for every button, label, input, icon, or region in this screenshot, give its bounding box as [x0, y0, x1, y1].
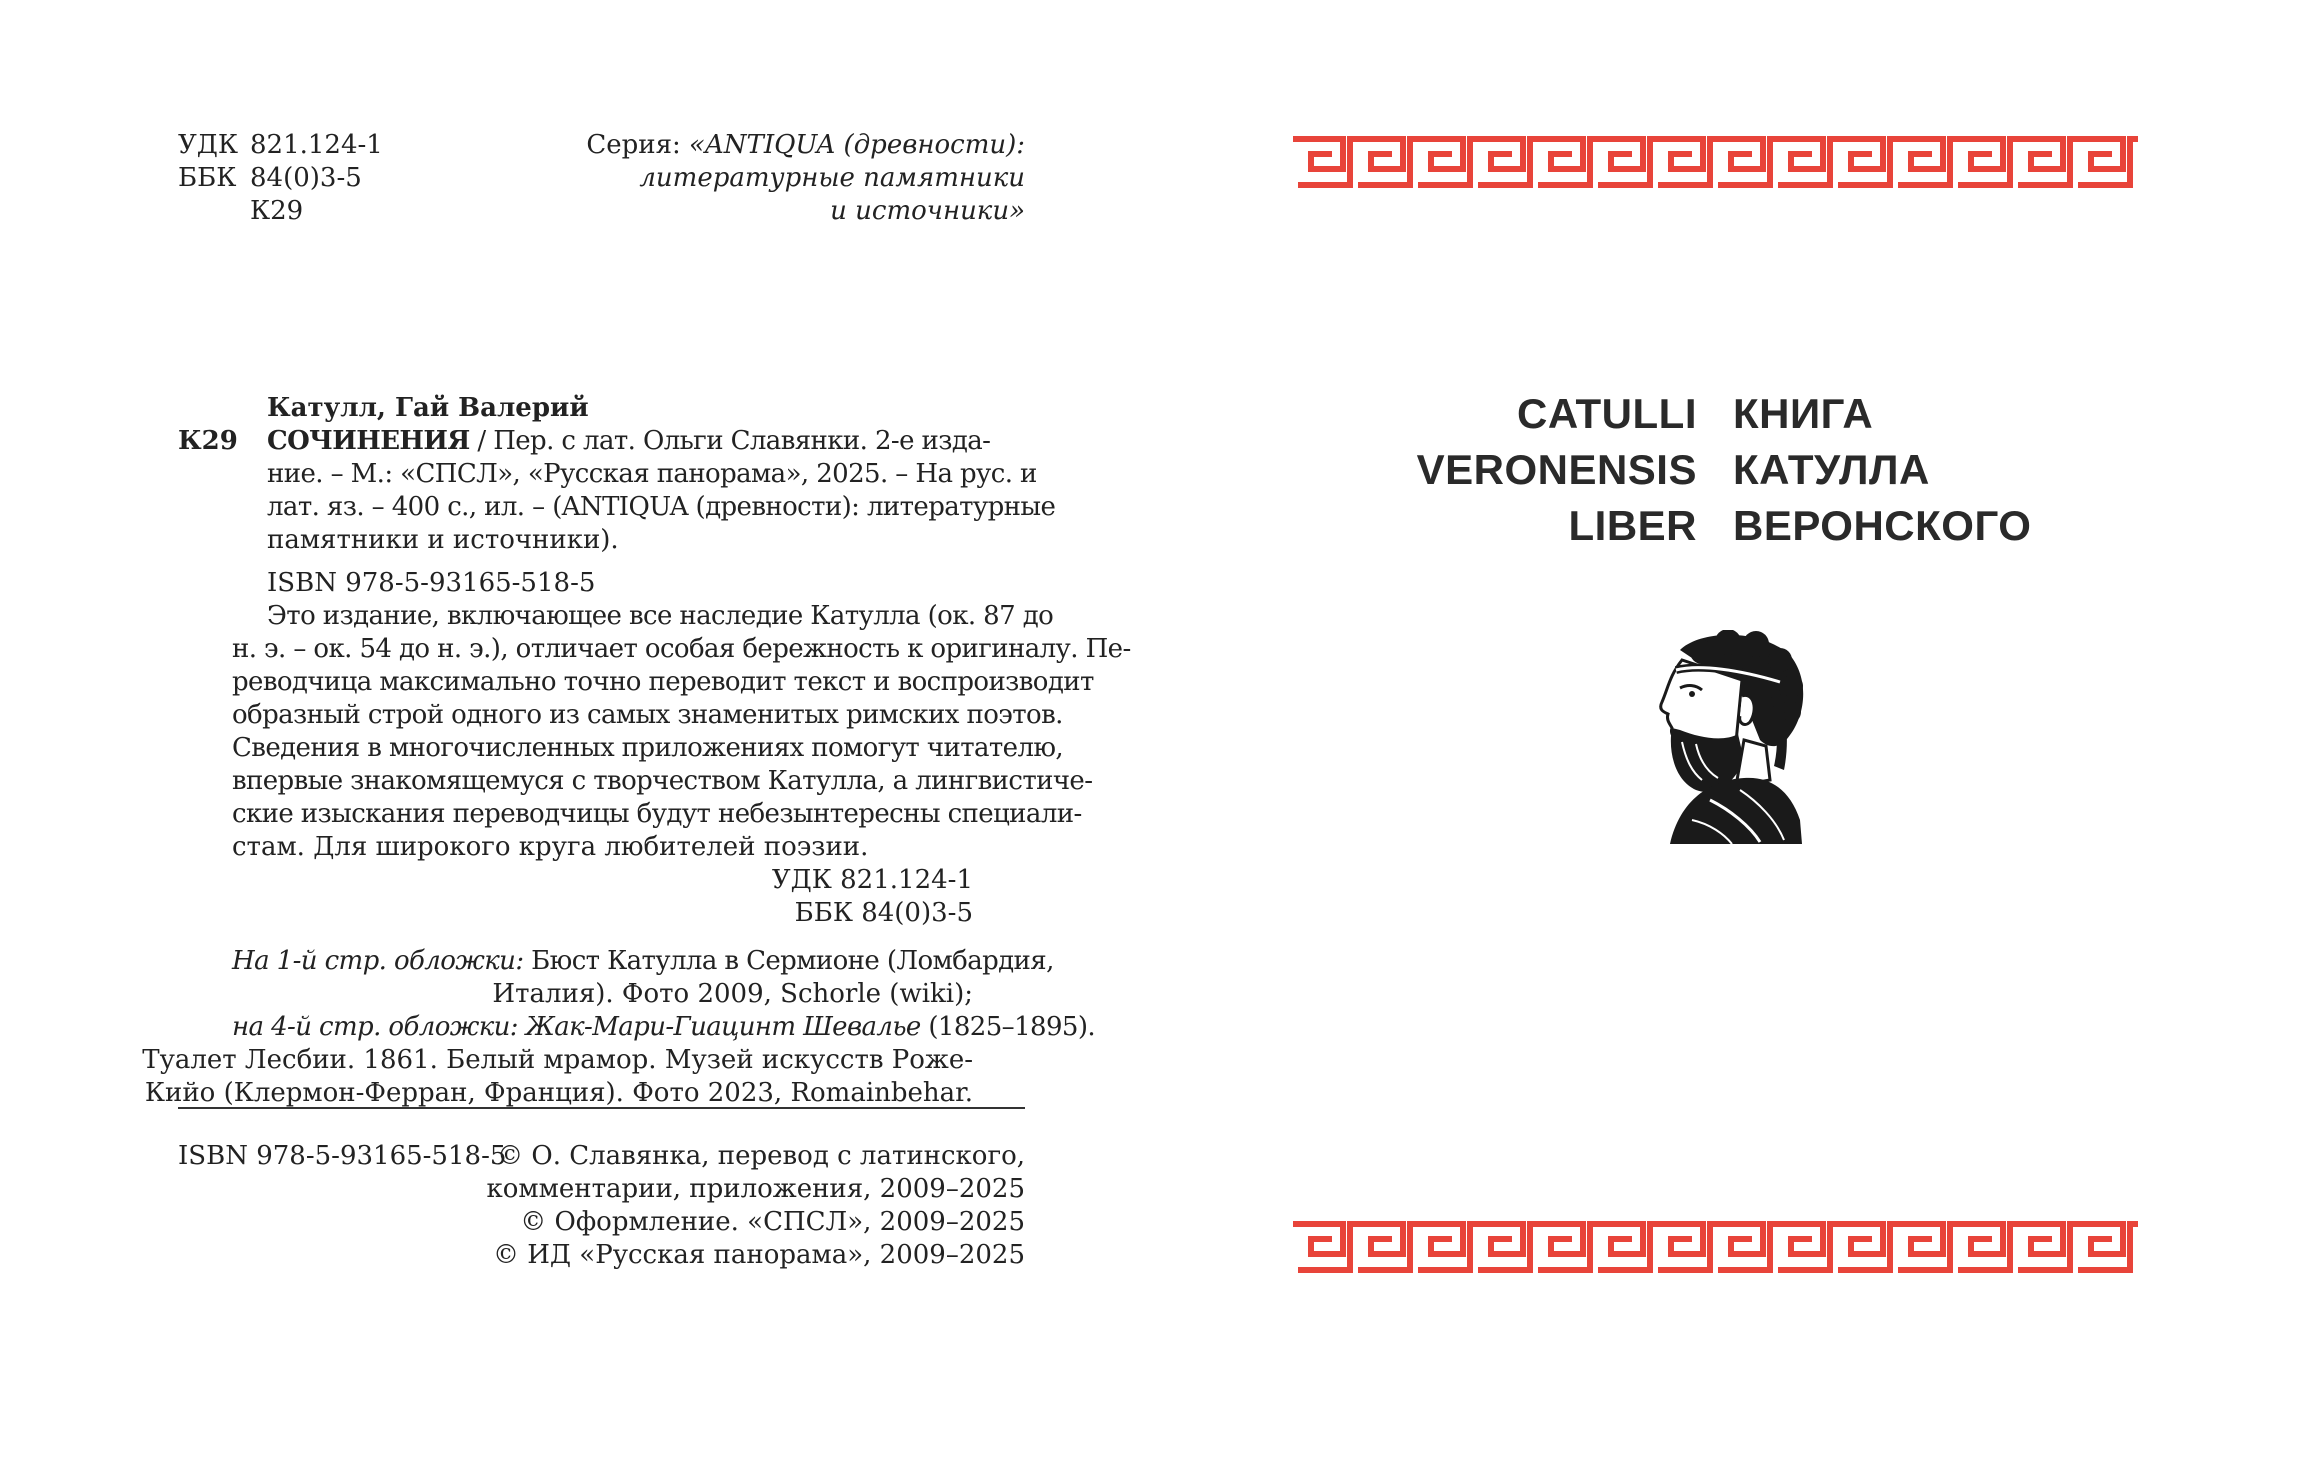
footer-isbn: ISBN 978-5-93165-518-5 — [178, 1141, 507, 1171]
meander-top-ornament — [1293, 136, 2138, 188]
annotation-line-4: образный строй одного из самых знаменитых римских поэтов. — [232, 700, 1063, 730]
cover-note-line-3 — [232, 1011, 1096, 1044]
copyright-line-4: © ИД «Русская панорама», 2009–2025 — [492, 1240, 1025, 1270]
annotation-line-8: стам. Для широкого круга любителей поэзии. — [232, 832, 869, 862]
catalog-udk: УДК 821.124-1 — [771, 865, 973, 895]
series-line-2: литературные памятники — [639, 163, 1025, 193]
catalog-desc-line-1 — [267, 425, 991, 458]
catalog-desc-line-2: ние. – М.: «СПСЛ», «Русская панорама», 2025. – На рус. и — [267, 459, 1037, 489]
annotation-line-2: н. э. – ок. 54 до н. э.), отличает особая бережность к оригиналу. Пе- — [232, 634, 1131, 664]
annotation-line-3: реводчица максимально точно переводит текст и воспроизводит — [232, 667, 1094, 697]
latin-title-line-1: CATULLI — [1516, 390, 1697, 437]
series-prefix: Серия: — [586, 130, 690, 160]
annotation-line-5: Сведения в многочисленных приложениях помогут читателю, — [232, 733, 1064, 763]
cover-note-line-5: Кийо (Клермон-Ферран, Франция). Фото 2023, Romainbehar. — [144, 1078, 973, 1108]
bust-illustration — [1640, 630, 1806, 846]
catalog-desc-1: / Пер. с лат. Ольги Славянки. 2-е изда- — [469, 426, 991, 456]
latin-title-line-2: VERONENSIS — [1416, 446, 1697, 493]
meander-bottom-ornament — [1293, 1221, 2138, 1273]
divider-rule — [178, 1107, 1025, 1109]
catalog-title: СОЧИНЕНИЯ — [267, 426, 470, 456]
russian-title-line-3: ВЕРОНСКОГО — [1733, 502, 2032, 549]
udk-value: 821.124-1 — [250, 130, 383, 160]
russian-title-line-2: КАТУЛЛА — [1733, 446, 1930, 493]
annotation-line-6: впервые знакомящемуся с творчеством Катулла, а лингвистиче- — [232, 766, 1093, 796]
russian-title-line-1: КНИГА — [1733, 390, 1874, 437]
bbk-label: ББК — [178, 163, 237, 193]
author-mark: К29 — [250, 196, 304, 226]
bbk-value: 84(0)3-5 — [250, 163, 362, 193]
latin-title-line-3: LIBER — [1568, 502, 1697, 549]
annotation-line-1: Это издание, включающее все наследие Катулла (ок. 87 до — [267, 601, 1054, 631]
cover-note-line-1 — [232, 945, 1054, 978]
series-line-1 — [586, 129, 1025, 162]
catalog-code: К29 — [178, 426, 238, 456]
udk-label: УДК — [178, 130, 239, 160]
copyright-line-3: © Оформление. «СПСЛ», 2009–2025 — [520, 1207, 1025, 1237]
catalog-desc-line-4: памятники и источники). — [267, 525, 619, 555]
copyright-line-2: комментарии, приложения, 2009–2025 — [486, 1174, 1025, 1204]
catalog-author: Катулл, Гай Валерий — [267, 393, 589, 423]
cover-first-text: Бюст Катулла в Сермионе (Ломбардия, — [523, 946, 1054, 976]
cover-fourth-label: на 4-й стр. обложки: Жак-Мари-Гиацинт Шевалье — [232, 1012, 921, 1042]
cover-first-label: На 1-й стр. обложки: — [232, 946, 524, 976]
cover-note-line-4: Туалет Лесбии. 1861. Белый мрамор. Музей искусств Роже- — [142, 1045, 973, 1075]
copyright-line-1: © О. Славянка, перевод с латинского, — [497, 1141, 1025, 1171]
catalog-isbn: ISBN 978-5-93165-518-5 — [267, 568, 596, 598]
series-title-1: «ANTIQUA (древности): — [689, 130, 1025, 160]
cover-note-line-2: Италия). Фото 2009, Schorle (wiki); — [492, 979, 973, 1009]
annotation-line-7: ские изыскания переводчицы будут небезынтересны специали- — [232, 799, 1082, 829]
cover-fourth-years: (1825–1895). — [920, 1012, 1096, 1042]
series-line-3: и источники» — [830, 196, 1025, 226]
catalog-desc-line-3: лат. яз. – 400 с., ил. – (ANTIQUA (древности): литературные — [267, 492, 1056, 522]
catalog-bbk: ББК 84(0)3-5 — [794, 898, 973, 928]
